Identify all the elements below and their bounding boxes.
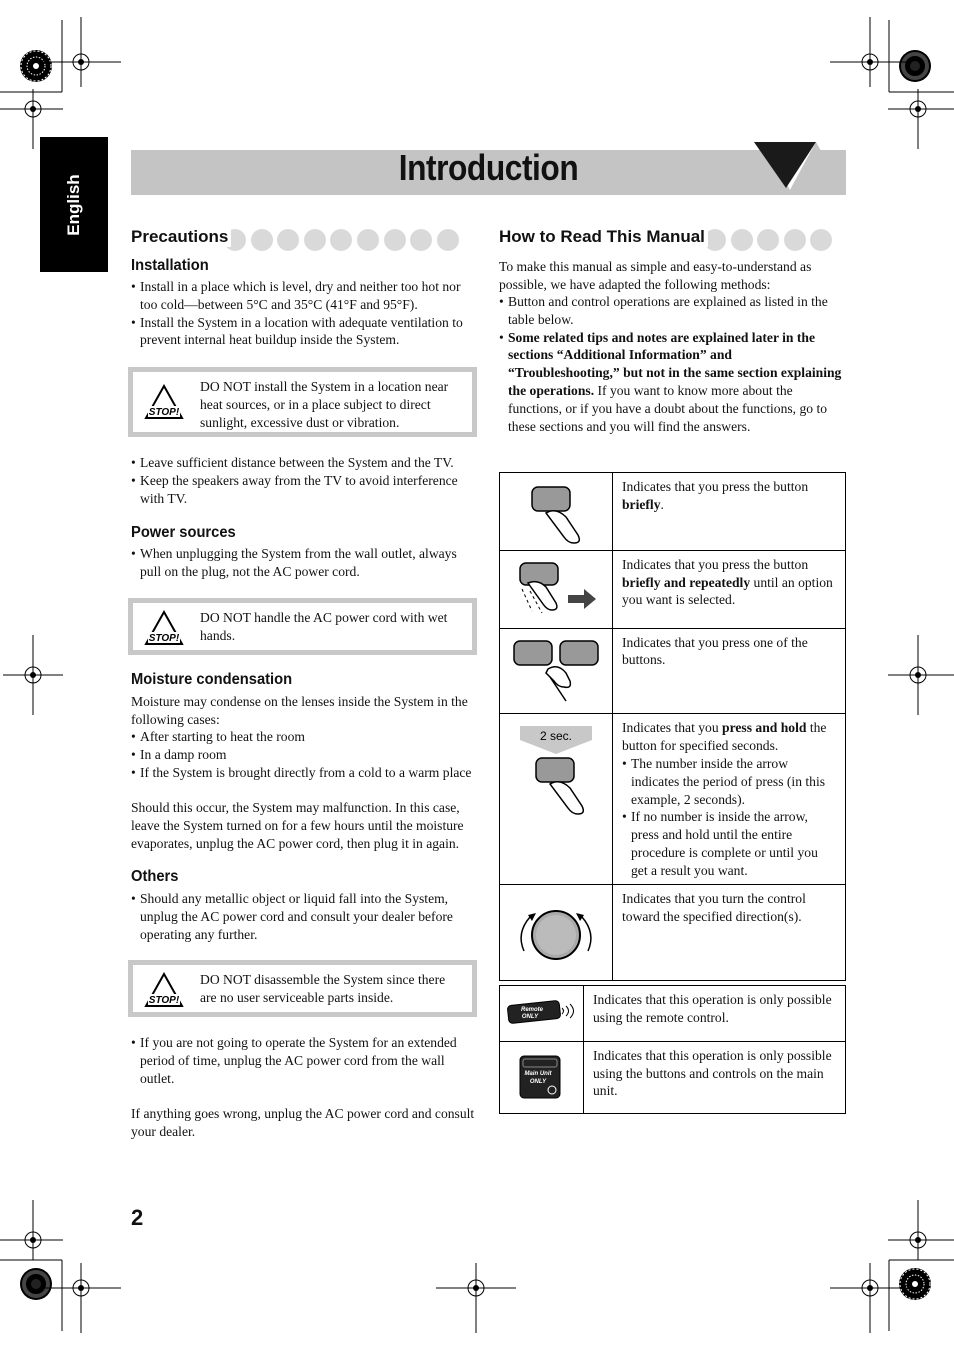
svg-text:ONLY: ONLY	[529, 1078, 547, 1085]
registration-wheel-icon	[20, 1268, 52, 1300]
subheading-power: Power sources	[131, 524, 236, 541]
warning-box	[128, 960, 477, 1017]
svg-text:ONLY: ONLY	[521, 1014, 539, 1020]
stop-hand-icon	[144, 972, 184, 1012]
language-label: English	[64, 173, 83, 236]
how-to-read-intro: To make this manual as simple and easy-to-understand as possible, we have adapted the following methods:	[499, 259, 812, 292]
warning-box	[128, 367, 477, 437]
others-list-2	[131, 1034, 477, 1087]
crosshair-icon	[830, 1263, 910, 1333]
list-item: • The number inside the arrow indicates the period of press (in this example, 2 seconds).	[622, 755, 836, 808]
list-item: • Button and control operations are explained as listed in the table below.	[499, 293, 846, 329]
crosshair-icon	[436, 1263, 516, 1333]
registration-wheel-icon	[899, 50, 931, 82]
how-to-read-list	[499, 293, 846, 435]
section-heading-precautions: Precautions	[131, 227, 231, 247]
crosshair-icon	[41, 17, 121, 87]
moisture-list	[131, 728, 477, 781]
subheading-installation: Installation	[131, 257, 209, 274]
list-item: • If you are not going to operate the System for an extended period of time, unplug the AC power cord from the wall outlet.	[131, 1034, 477, 1087]
crosshair-icon	[41, 1263, 121, 1333]
list-item: • Should any metallic object or liquid fall into the System, unplug the AC power cord and consult your dealer before operating any further.	[131, 890, 477, 943]
table-row: Indicates that you press one of the buttons.	[500, 628, 846, 714]
power-list	[131, 545, 477, 581]
moisture-intro: Moisture may condense on the lenses inside the System in the following cases:	[131, 694, 468, 727]
list-item: • When unplugging the System from the wall outlet, always pull on the plug, not the AC power cord.	[131, 545, 477, 581]
crosshair-icon	[830, 17, 910, 87]
list-item: • If the System is brought directly from a cold to a warm place	[131, 764, 477, 782]
svg-text:STOP!: STOP!	[148, 995, 180, 1006]
closing-note: If anything goes wrong, unplug the AC power cord and consult your dealer.	[131, 1106, 475, 1139]
warning-text: DO NOT install the System in a location near heat sources, or in a place subject to direct sunlight, excessive dust or vibration.	[200, 379, 449, 430]
list-item: • In a damp room	[131, 746, 477, 764]
crosshair-icon	[888, 1200, 954, 1260]
stop-hand-icon	[144, 610, 184, 650]
list-item: • After starting to heat the room	[131, 728, 477, 746]
crosshair-icon	[3, 635, 63, 715]
press-button-icon	[500, 473, 612, 545]
emphasis-text: Some related tips and notes are explained later in the sections “Additional Information” and “Troubleshooting,” but not in the same section explaining the operations.	[508, 329, 842, 398]
subheading-moisture: Moisture condensation	[131, 671, 293, 688]
table-row: Indicates that you press the button briefly and repeatedly until an option you want is selected.	[500, 550, 846, 628]
page-number: 2	[131, 1205, 144, 1230]
only-table	[499, 985, 846, 1114]
svg-text:Main Unit: Main Unit	[524, 1070, 552, 1077]
remote-only-icon	[500, 986, 583, 1036]
crosshair-icon	[888, 635, 954, 715]
subheading-others: Others	[131, 868, 179, 885]
press-and-hold-icon	[500, 714, 612, 824]
table-row: 2 sec. Indicates that you press and hold the button for specified seconds. • The number inside the arrow indicates the period of press (in this example, 2 seconds). • If no number is inside the arrow, press and hold until the entire procedure is complete or until you get a result you want.	[500, 714, 846, 885]
turn-control-icon	[500, 885, 612, 975]
list-item: • If no number is inside the arrow, press and hold until the entire procedure is complete or until you get a result you want.	[622, 808, 836, 879]
list-item: • Install the System in a location with adequate ventilation to prevent internal heat buildup inside the System.	[131, 314, 477, 350]
crosshair-icon	[888, 89, 954, 149]
press-repeatedly-icon	[500, 551, 612, 623]
svg-text:Remote: Remote	[520, 1007, 544, 1013]
warning-box	[128, 598, 477, 655]
stop-hand-icon	[144, 384, 184, 424]
table-row: Indicates that you press the button briefly.	[500, 473, 846, 551]
list-item	[499, 329, 846, 436]
list-item: • Leave sufficient distance between the System and the TV.	[131, 454, 477, 472]
registration-wheel-icon	[899, 1268, 931, 1300]
table-row: Remote ONLY Indicates that this operation is only possible using the remote control.	[500, 986, 846, 1042]
section-dots	[224, 229, 459, 251]
registration-wheel-icon	[20, 50, 52, 82]
press-one-of-buttons-icon	[500, 629, 612, 709]
installation-list-2	[131, 454, 477, 507]
installation-list	[131, 278, 477, 349]
svg-text:2 sec.: 2 sec.	[539, 729, 573, 744]
list-item: • Install in a place which is level, dry and neither too hot nor too cold—between 5°C and 35°C (41°F and 95°F).	[131, 278, 477, 314]
moisture-outro: Should this occur, the System may malfunction. In this case, leave the System turned on for a few hours until the moisture evaporates, unplug the AC power cord, then plug it in again.	[131, 800, 464, 851]
warning-text: DO NOT handle the AC power cord with wet hands.	[200, 610, 448, 643]
list-item: • Keep the speakers away from the TV to avoid interference with TV.	[131, 472, 477, 508]
page-title: Introduction	[398, 147, 579, 188]
language-tab	[40, 137, 108, 272]
section-heading-how-to-read: How to Read This Manual	[499, 227, 708, 247]
svg-text:STOP!: STOP!	[148, 633, 180, 644]
table-row: Indicates that you turn the control toward the specified direction(s).	[500, 885, 846, 981]
hold-notes-list	[622, 755, 836, 880]
body-text: If you want to know more about the functions, or if you have a doubt about the functions, go to these sections and you will find the answers.	[508, 382, 828, 434]
main-unit-only-icon	[500, 1042, 583, 1108]
crosshair-icon	[0, 1200, 63, 1260]
svg-text:STOP!: STOP!	[148, 407, 180, 418]
operations-table	[499, 472, 846, 981]
others-list	[131, 890, 477, 943]
table-row: Main Unit ONLY Indicates that this operation is only possible using the buttons and controls on the main unit.	[500, 1041, 846, 1113]
warning-text: DO NOT disassemble the System since there are no user serviceable parts inside.	[200, 972, 446, 1005]
section-dots	[704, 229, 832, 251]
